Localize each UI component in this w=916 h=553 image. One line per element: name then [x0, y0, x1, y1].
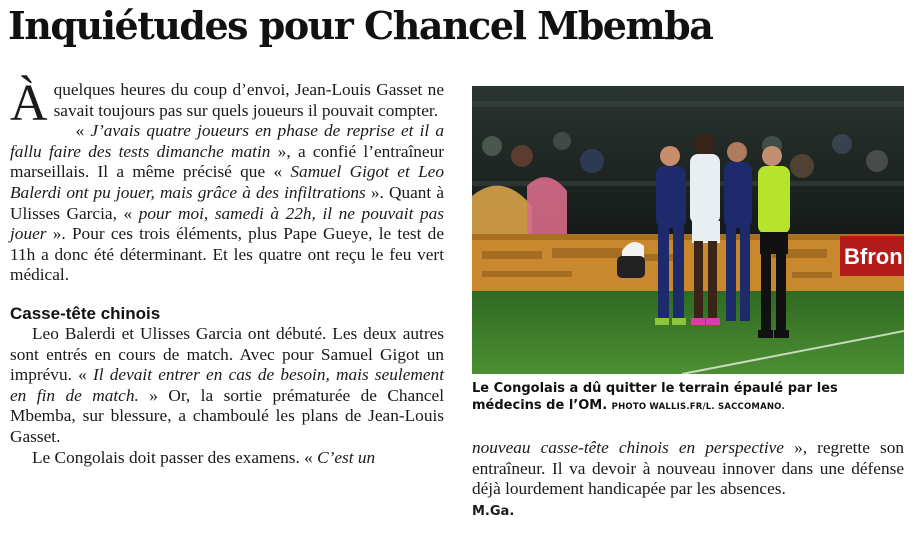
match-photo: [472, 86, 904, 374]
p4-quote: C’est un: [317, 447, 376, 467]
article-left-column: [10, 75, 445, 468]
p3-text: Leo Balerdi et Ulisses Garcia ont débuté. Les deux autres sont entrés en cours de match. Avec pour Samuel Gigot un imprévu. «: [10, 323, 444, 385]
text-2: ». Quant à Ulisses Garcia, «: [10, 182, 444, 223]
lead-paragraph: [10, 75, 444, 132]
quote-open: «: [75, 121, 91, 141]
paragraph-3: [10, 324, 444, 448]
spectator-pink: [527, 177, 567, 236]
continuation-text: », regrette son entraîneur. Il va devoir à nouveau innover dans une défense déjà lourdement handicapée par les absences.: [472, 438, 904, 499]
photo-caption: [472, 380, 904, 416]
quote-2: Samuel Gigot et Leo Balerdi ont pu jouer, mais grâce à des infiltrations: [10, 162, 444, 202]
article-right-column: [472, 438, 904, 522]
photo-credit: PHOTO WALLIS.FR/L. SACCOMANO.: [611, 402, 785, 412]
quote-paragraph: [10, 121, 444, 286]
p4-text: Le Congolais doit passer des examens. «: [32, 447, 318, 467]
quote-1: J’avais quatre joueurs en phase de reprise et il a fallu faire des tests dimanche matin: [10, 121, 445, 161]
headline: Inquiétudes pour Chancel Mbemba: [8, 3, 713, 48]
drop-cap: À: [10, 75, 48, 132]
paragraph-4: [10, 448, 444, 469]
text-1: », a confié l’entraîneur marseillais. Il a même précisé que «: [10, 141, 444, 182]
continuation-paragraph: [472, 438, 904, 500]
lead-text: quelques heures du coup d’envoi, Jean-Louis Gasset ne savait toujours pas sur quels joueurs il pouvait compter.: [53, 80, 444, 120]
text-3: ». Pour ces trois éléments, plus Pape Gueye, le test de 11h a donc été déterminant. Et les quatre ont reçu le feu vert médical.: [10, 224, 444, 285]
continued-quote: nouveau casse-tête chinois en perspective: [472, 438, 784, 457]
subheading: Casse-tête chinois: [10, 303, 161, 323]
quote-3: pour moi, samedi à 22h, il ne pouvait pas jouer: [10, 203, 444, 244]
caption-text: Le Congolais a dû quitter le terrain épaulé par les médecins de l’OM.: [472, 381, 838, 413]
p3-quote: Il devait entrer en cas de besoin, mais seulement en fin de match.: [10, 365, 444, 405]
pitch: [472, 291, 904, 374]
author-signature: M.Ga.: [472, 503, 515, 519]
photo-illustration: [472, 86, 904, 374]
p3-rest: » Or, la sortie prématurée de Chancel Mbemba, sur blessure, a chamboulé les plans de Jean-Louis Gasset.: [10, 385, 444, 446]
ad-board: [472, 234, 904, 296]
sponsor-text: Bfron: [844, 244, 903, 269]
